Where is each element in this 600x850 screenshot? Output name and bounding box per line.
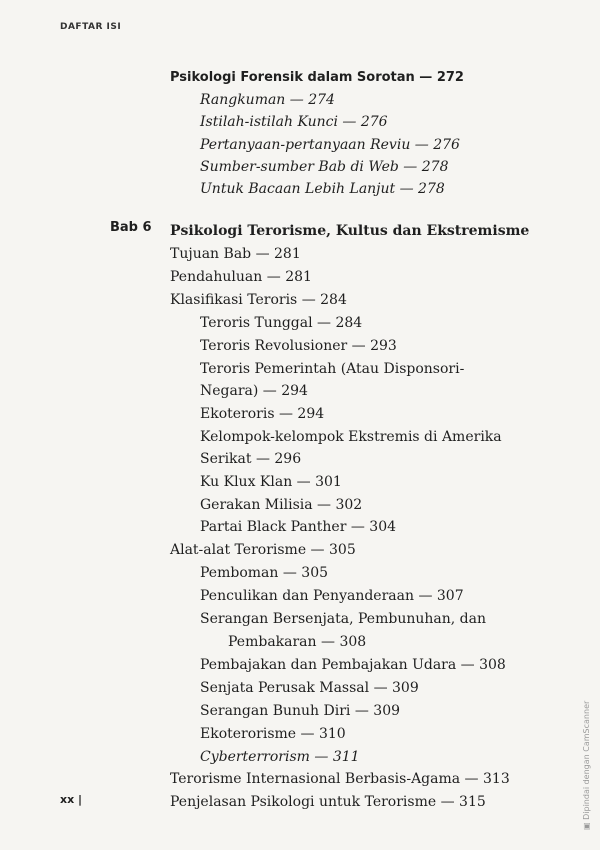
watermark-text: Dipindai dengan CamScanner	[582, 700, 591, 820]
toc-entry[interactable]: Pemboman — 305	[200, 565, 329, 581]
toc-entry[interactable]: Kelompok-kelompok Ekstremis di Amerika	[200, 429, 502, 445]
running-header: DAFTAR ISI	[60, 22, 122, 32]
toc-entry[interactable]: Terorisme Internasional Berbasis-Agama — 313	[170, 771, 510, 787]
toc-entry-continued[interactable]: Serikat — 296	[200, 451, 302, 467]
toc-entry[interactable]: Sumber-sumber Bab di Web — 278	[200, 159, 449, 175]
camscanner-icon: ▣	[582, 819, 591, 830]
toc-entry[interactable]: Teroris Revolusioner — 293	[200, 338, 397, 354]
toc-entry[interactable]: Rangkuman — 274	[200, 92, 335, 108]
toc-entry[interactable]: Untuk Bacaan Lebih Lanjut — 278	[200, 181, 445, 197]
toc-entry[interactable]: Serangan Bersenjata, Pembunuhan, dan	[200, 611, 486, 627]
toc-entry[interactable]: Pendahuluan — 281	[170, 269, 312, 285]
toc-entry[interactable]: Teroris Pemerintah (Atau Disponsori-	[200, 361, 465, 377]
toc-entry[interactable]: Klasifikasi Teroris — 284	[170, 292, 347, 308]
toc-entry[interactable]: Ku Klux Klan — 301	[200, 474, 342, 490]
toc-entry[interactable]: Teroris Tunggal — 284	[200, 315, 363, 331]
toc-entry[interactable]: Penculikan dan Penyanderaan — 307	[200, 588, 464, 604]
toc-entry[interactable]: Gerakan Milisia — 302	[200, 497, 363, 513]
toc-entry[interactable]: Penjelasan Psikologi untuk Terorisme — 315	[170, 794, 486, 810]
toc-entry[interactable]: Ekoteroris — 294	[200, 406, 325, 422]
toc-entry[interactable]: Tujuan Bab — 281	[170, 246, 301, 262]
toc-entry[interactable]: Senjata Perusak Massal — 309	[200, 680, 419, 696]
page-number: xx |	[60, 793, 83, 806]
toc-entry[interactable]: Pembajakan dan Pembajakan Udara — 308	[200, 657, 506, 673]
toc-entry[interactable]: Partai Black Panther — 304	[200, 519, 397, 535]
toc-entry[interactable]: Pertanyaan-pertanyaan Reviu — 276	[200, 137, 460, 153]
chapter-title[interactable]: Psikologi Terorisme, Kultus dan Ekstremisme	[170, 223, 530, 239]
toc-entry[interactable]: Alat-alat Terorisme — 305	[170, 542, 356, 558]
toc-entry-continued[interactable]: Pembakaran — 308	[228, 634, 367, 650]
toc-entry[interactable]: Ekoterorisme — 310	[200, 726, 346, 742]
toc-entry[interactable]: Cyberterrorism — 311	[200, 749, 360, 765]
toc-entry-continued[interactable]: Negara) — 294	[200, 383, 308, 399]
section-forensic-title[interactable]: Psikologi Forensik dalam Sorotan — 272	[170, 70, 464, 85]
toc-entry[interactable]: Serangan Bunuh Diri — 309	[200, 703, 401, 719]
chapter-label: Bab 6	[110, 220, 152, 235]
scanner-watermark	[582, 701, 591, 830]
toc-entry[interactable]: Istilah-istilah Kunci — 276	[200, 114, 388, 130]
